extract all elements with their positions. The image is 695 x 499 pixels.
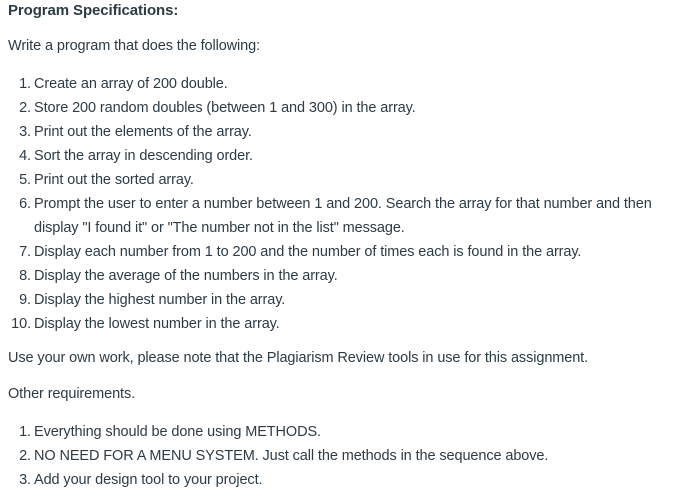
list-item-text: Display each number from 1 to 200 and the number of times each is found in the array. (34, 244, 582, 260)
list-item-text: Display the lowest number in the array. (34, 316, 280, 332)
list-item-text: Sort the array in descending order. (34, 148, 253, 164)
list-item-number: 5. (19, 172, 31, 188)
list-item-number: 9. (19, 292, 31, 308)
other-requirements-heading: Other requirements. (8, 386, 136, 402)
list-item-text: Create an array of 200 double. (34, 76, 228, 92)
list-item-number: 8. (19, 268, 31, 284)
task-list (0, 72, 690, 336)
list-item-number: 1. (19, 76, 31, 92)
list-item-number: 3. (19, 124, 31, 140)
list-item-text: Prompt the user to enter a number between 1 and 200. Search the array for that number and then display "I found it" or "The number not in the list" message. (34, 196, 652, 236)
list-item-text: Print out the sorted array. (34, 172, 194, 188)
plagiarism-note: Use your own work, please note that the Plagiarism Review tools in use for this assignment. (8, 350, 589, 366)
list-item (0, 468, 690, 492)
list-item (0, 72, 690, 96)
list-item-number: 4. (19, 148, 31, 164)
list-item (0, 240, 690, 264)
list-item (0, 120, 690, 144)
list-item (0, 192, 690, 240)
list-item (0, 144, 690, 168)
list-item (0, 312, 690, 336)
requirements-list (0, 420, 690, 492)
list-item-text: Store 200 random doubles (between 1 and 300) in the array. (34, 100, 416, 116)
list-item-text: Add your design tool to your project. (34, 472, 263, 488)
list-item-text: Display the highest number in the array. (34, 292, 286, 308)
list-item-text: Display the average of the numbers in the array. (34, 268, 338, 284)
list-item-text: NO NEED FOR A MENU SYSTEM. Just call the methods in the sequence above. (34, 448, 549, 464)
list-item-text: Print out the elements of the array. (34, 124, 252, 140)
list-item-number: 1. (19, 424, 31, 440)
list-item (0, 264, 690, 288)
list-item (0, 420, 690, 444)
list-item-number: 2. (19, 100, 31, 116)
list-item-number: 6. (19, 196, 31, 212)
list-item-number: 7. (19, 244, 31, 260)
list-item-number: 2. (19, 448, 31, 464)
list-item-number: 3. (19, 472, 31, 488)
intro-text: Write a program that does the following: (8, 38, 261, 54)
list-item (0, 288, 690, 312)
list-item (0, 168, 690, 192)
list-item (0, 96, 690, 120)
list-item-text: Everything should be done using METHODS. (34, 424, 321, 440)
list-item (0, 444, 690, 468)
list-item-number: 10. (11, 316, 31, 332)
page-title: Program Specifications: (8, 2, 179, 19)
